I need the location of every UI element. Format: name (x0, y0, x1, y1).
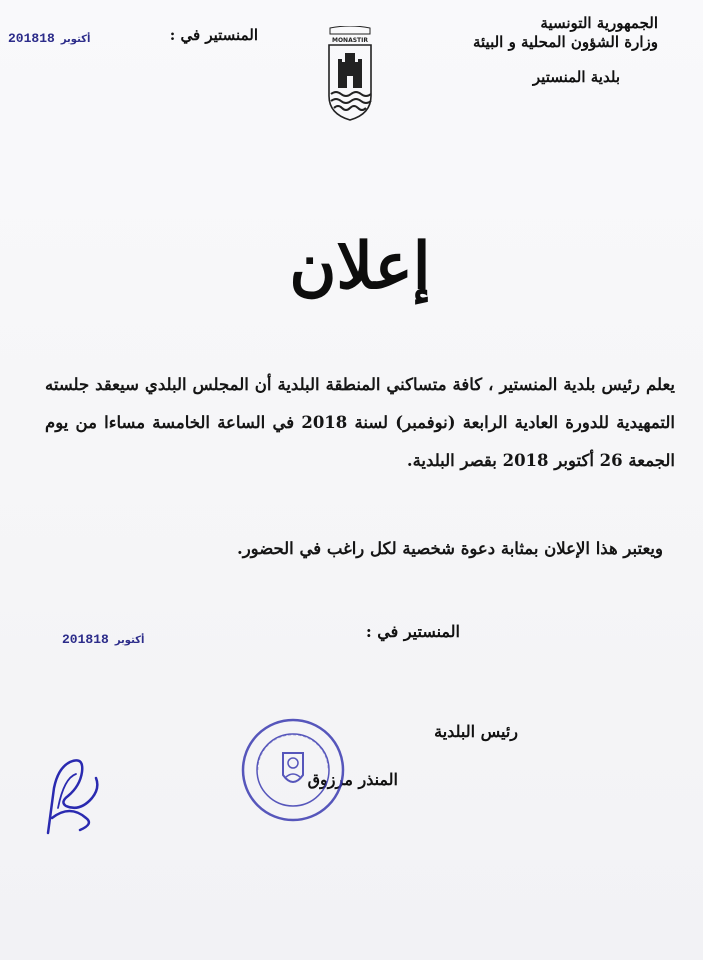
ministry-name: وزارة الشؤون المحلية و البيئة (472, 33, 658, 51)
announcement-paragraph-1: يعلم رئيس بلدية المنستير ، كافة متساكني المنطقة البلدية أن المجلس البلدي سيعقد جلسته التمهيدية للدورة العادية الرابعة (نوفمبر) لسنة 2018 في الساعة الخامسة مساءا من يوم الجمعة 26 أكتوبر 2018 بقصر البلدية. (45, 375, 676, 470)
republic-name: الجمهورية التونسية (540, 14, 658, 32)
announcement-paragraph-2: ويعتبر هذا الإعلان بمثابة دعوة شخصية لكل راغب في الحضور. (236, 539, 663, 558)
signatory-name: المنذر مرزوق (307, 770, 398, 789)
issue-date-day: 18 (93, 632, 109, 647)
header-date-year: 2018 (8, 31, 40, 46)
header-place-label: المنستير في : (169, 26, 258, 44)
header-date-stamp (8, 31, 96, 46)
header-date-month: أكتوبر (60, 34, 91, 45)
page-title: إعلان (289, 229, 431, 304)
crest-label: MONASTIR (331, 37, 369, 44)
official-seal-icon (238, 715, 348, 825)
city-crest-icon (326, 26, 374, 122)
issue-date-year: 2018 (62, 632, 94, 647)
signatory-title: رئيس البلدية (434, 722, 518, 741)
header-authority (458, 14, 658, 87)
issue-place-label: المنستير في : (365, 622, 460, 641)
header-date-day: 18 (39, 31, 55, 46)
municipality-name: بلدية المنستير (532, 68, 620, 86)
handwritten-signature (40, 748, 110, 838)
issue-date-month: أكتوبر (114, 635, 145, 646)
issue-date-stamp (62, 632, 150, 647)
